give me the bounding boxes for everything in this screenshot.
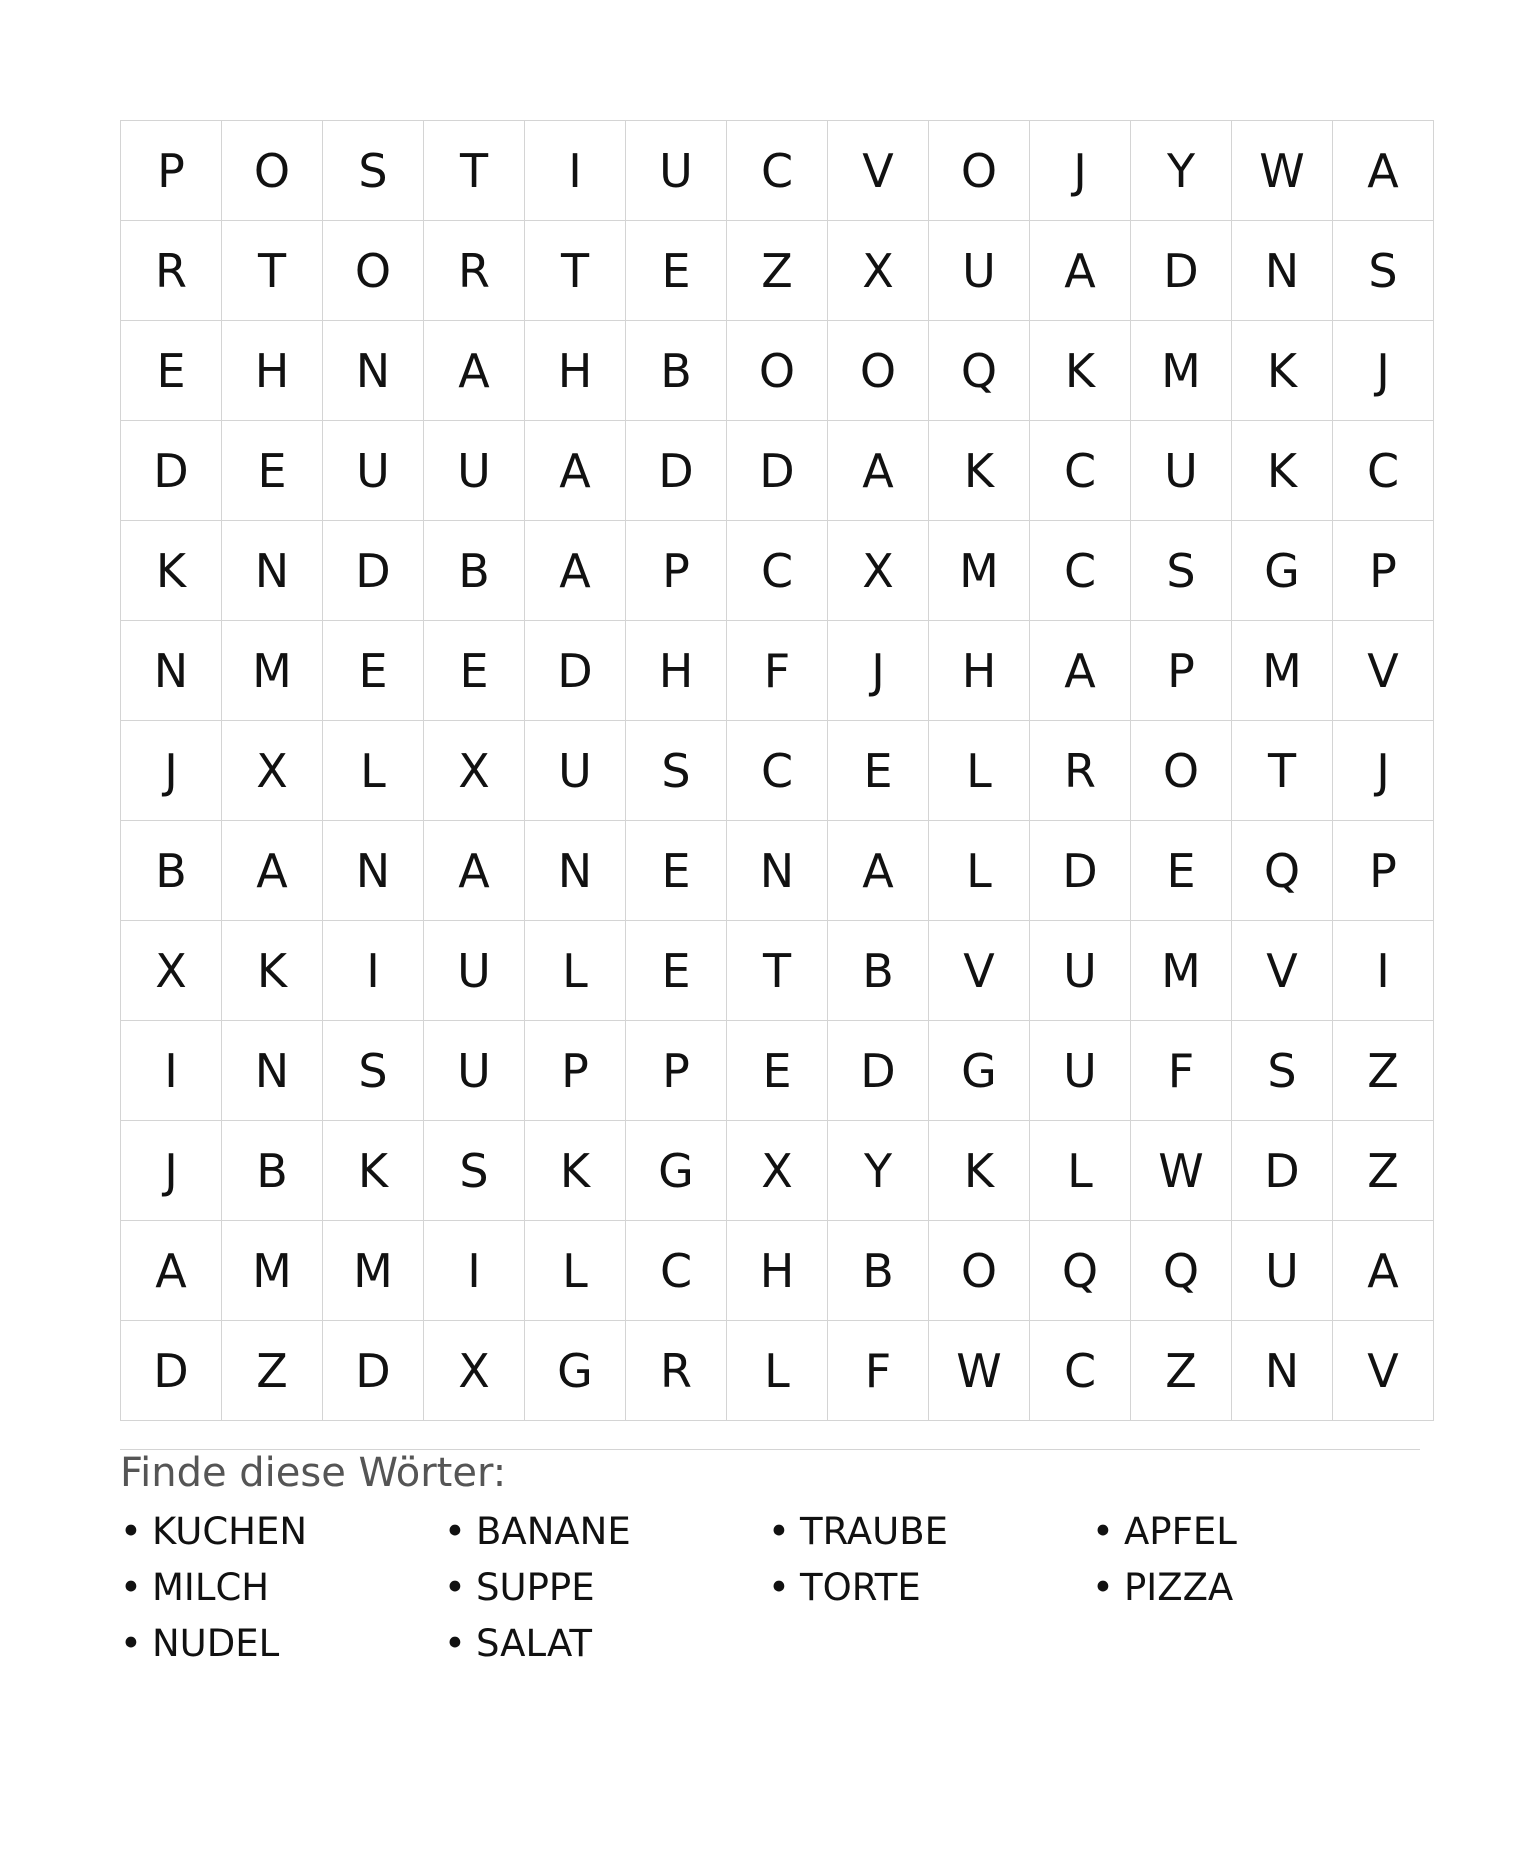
bullet-icon: • (444, 1510, 466, 1553)
grid-row (121, 1021, 1434, 1121)
grid-cell[interactable]: L (929, 721, 1030, 821)
grid-cell[interactable]: A (1030, 621, 1131, 721)
grid-cell[interactable]: C (727, 121, 828, 221)
grid-cell[interactable]: N (222, 1021, 323, 1121)
grid-cell[interactable]: O (222, 121, 323, 221)
grid-row (121, 1221, 1434, 1321)
grid-cell[interactable]: P (626, 521, 727, 621)
grid-cell[interactable]: J (1333, 721, 1434, 821)
grid-cell[interactable]: B (828, 1221, 929, 1321)
word-list-item (120, 1566, 444, 1622)
grid-cell[interactable]: M (222, 1221, 323, 1321)
grid-cell[interactable]: X (828, 521, 929, 621)
grid-cell[interactable]: G (626, 1121, 727, 1221)
grid-cell[interactable]: X (424, 721, 525, 821)
grid-cell[interactable]: T (727, 921, 828, 1021)
grid-cell[interactable]: X (727, 1121, 828, 1221)
grid-cell[interactable]: C (1333, 421, 1434, 521)
grid-cell[interactable]: B (626, 321, 727, 421)
grid-cell[interactable]: L (525, 921, 626, 1021)
grid-cell[interactable]: K (1232, 421, 1333, 521)
grid-cell[interactable]: I (121, 1021, 222, 1121)
grid-cell[interactable]: U (929, 221, 1030, 321)
word-list-item (444, 1566, 768, 1622)
grid-cell[interactable]: W (1131, 1121, 1232, 1221)
bullet-icon: • (1092, 1566, 1114, 1609)
grid-cell[interactable]: N (121, 621, 222, 721)
grid-cell[interactable]: N (323, 821, 424, 921)
grid-cell[interactable]: E (222, 421, 323, 521)
grid-cell[interactable]: T (525, 221, 626, 321)
grid-row (121, 821, 1434, 921)
grid-cell[interactable]: R (626, 1321, 727, 1421)
bullet-icon: • (444, 1622, 466, 1665)
grid-cell[interactable]: A (424, 821, 525, 921)
grid-cell[interactable]: I (525, 121, 626, 221)
grid-cell[interactable]: T (1232, 721, 1333, 821)
grid-cell[interactable]: Z (1333, 1021, 1434, 1121)
grid-cell[interactable]: D (121, 421, 222, 521)
word-list-item (1092, 1566, 1416, 1622)
grid-cell[interactable]: I (1333, 921, 1434, 1021)
word-list-word: KUCHEN (152, 1510, 308, 1553)
grid-cell[interactable]: J (121, 721, 222, 821)
word-list-item (444, 1622, 768, 1678)
grid-cell[interactable]: K (929, 1121, 1030, 1221)
grid-cell[interactable]: V (929, 921, 1030, 1021)
grid-cell[interactable]: D (1232, 1121, 1333, 1221)
grid-cell[interactable]: E (828, 721, 929, 821)
grid-row (121, 521, 1434, 621)
grid-row (121, 621, 1434, 721)
grid-cell[interactable]: D (1131, 221, 1232, 321)
grid-cell[interactable]: Q (1030, 1221, 1131, 1321)
grid-cell[interactable]: S (1232, 1021, 1333, 1121)
grid-cell[interactable]: A (121, 1221, 222, 1321)
grid-cell[interactable]: K (929, 421, 1030, 521)
bullet-icon: • (768, 1510, 790, 1553)
grid-cell[interactable]: C (626, 1221, 727, 1321)
grid-cell[interactable]: V (1333, 621, 1434, 721)
grid-cell[interactable]: U (1030, 921, 1131, 1021)
grid-cell[interactable]: M (323, 1221, 424, 1321)
word-list-item (120, 1510, 444, 1566)
grid-cell[interactable]: D (121, 1321, 222, 1421)
grid-cell[interactable]: Q (1232, 821, 1333, 921)
grid-cell[interactable]: G (929, 1021, 1030, 1121)
grid-cell[interactable]: U (525, 721, 626, 821)
grid-cell[interactable]: H (626, 621, 727, 721)
grid-cell[interactable]: S (1131, 521, 1232, 621)
grid-cell[interactable]: C (727, 721, 828, 821)
grid-cell[interactable]: P (626, 1021, 727, 1121)
grid-cell[interactable]: A (525, 421, 626, 521)
grid-cell[interactable]: V (1333, 1321, 1434, 1421)
grid-cell[interactable]: B (424, 521, 525, 621)
grid-cell[interactable]: X (222, 721, 323, 821)
word-list-word: TORTE (800, 1566, 921, 1609)
grid-cell[interactable]: K (121, 521, 222, 621)
bullet-icon: • (768, 1566, 790, 1609)
grid-cell[interactable]: D (525, 621, 626, 721)
grid-cell[interactable]: K (222, 921, 323, 1021)
grid-cell[interactable]: A (1333, 1221, 1434, 1321)
grid-cell[interactable]: E (626, 821, 727, 921)
grid-cell[interactable]: O (323, 221, 424, 321)
grid-cell[interactable]: F (828, 1321, 929, 1421)
grid-cell[interactable]: U (424, 921, 525, 1021)
grid-cell[interactable]: D (727, 421, 828, 521)
grid-cell[interactable]: O (929, 1221, 1030, 1321)
bullet-icon: • (120, 1566, 142, 1609)
grid-row (121, 121, 1434, 221)
grid-cell[interactable]: Z (1131, 1321, 1232, 1421)
grid-row (121, 1321, 1434, 1421)
grid-row (121, 321, 1434, 421)
grid-cell[interactable]: S (626, 721, 727, 821)
grid-cell[interactable]: R (1030, 721, 1131, 821)
grid-cell[interactable]: C (1030, 1321, 1131, 1421)
word-list-word: PIZZA (1124, 1566, 1234, 1609)
grid-row (121, 1121, 1434, 1221)
grid-cell[interactable]: R (121, 221, 222, 321)
word-list-item (768, 1566, 1092, 1622)
grid-cell[interactable]: M (1232, 621, 1333, 721)
grid-cell[interactable]: U (626, 121, 727, 221)
grid-cell[interactable]: O (929, 121, 1030, 221)
grid-cell[interactable]: V (1232, 921, 1333, 1021)
grid-cell[interactable]: U (424, 1021, 525, 1121)
grid-cell[interactable]: K (323, 1121, 424, 1221)
grid-cell[interactable]: C (727, 521, 828, 621)
grid-cell[interactable]: P (121, 121, 222, 221)
word-list-word: APFEL (1124, 1510, 1237, 1553)
grid-cell[interactable]: N (1232, 221, 1333, 321)
word-search-grid (120, 120, 1434, 1421)
grid-cell[interactable]: N (727, 821, 828, 921)
word-list-item (768, 1510, 1092, 1566)
grid-cell[interactable]: X (121, 921, 222, 1021)
grid-cell[interactable]: M (1131, 321, 1232, 421)
grid-cell[interactable]: A (828, 421, 929, 521)
grid-cell[interactable]: W (929, 1321, 1030, 1421)
word-list-heading: Finde diese Wörter: (120, 1450, 507, 1496)
grid-cell[interactable]: E (727, 1021, 828, 1121)
grid-cell[interactable]: H (727, 1221, 828, 1321)
grid-cell[interactable]: V (828, 121, 929, 221)
grid-cell[interactable]: D (323, 1321, 424, 1421)
word-list-item (444, 1510, 768, 1566)
grid-cell[interactable]: L (525, 1221, 626, 1321)
grid-cell[interactable]: M (929, 521, 1030, 621)
bullet-icon: • (120, 1510, 142, 1553)
grid-cell[interactable]: E (121, 321, 222, 421)
grid-cell[interactable]: A (525, 521, 626, 621)
grid-cell[interactable]: S (323, 1021, 424, 1121)
grid-cell[interactable]: P (525, 1021, 626, 1121)
grid-cell[interactable]: A (828, 821, 929, 921)
grid-cell[interactable]: U (1030, 1021, 1131, 1121)
grid-cell[interactable]: N (323, 321, 424, 421)
grid-cell[interactable]: Q (1131, 1221, 1232, 1321)
grid-cell[interactable]: Z (727, 221, 828, 321)
grid-cell[interactable]: B (121, 821, 222, 921)
grid-cell[interactable]: W (1232, 121, 1333, 221)
grid-cell[interactable]: L (929, 821, 1030, 921)
grid-cell[interactable]: Q (929, 321, 1030, 421)
grid-cell[interactable]: O (1131, 721, 1232, 821)
grid-cell[interactable]: K (1030, 321, 1131, 421)
grid-cell[interactable]: X (828, 221, 929, 321)
grid-cell[interactable]: U (1232, 1221, 1333, 1321)
grid-cell[interactable]: D (1030, 821, 1131, 921)
bullet-icon: • (120, 1622, 142, 1665)
grid-cell[interactable]: F (727, 621, 828, 721)
grid-cell[interactable]: K (525, 1121, 626, 1221)
grid-cell[interactable]: Z (1333, 1121, 1434, 1221)
grid-cell[interactable]: O (828, 321, 929, 421)
grid-cell[interactable]: A (222, 821, 323, 921)
grid-cell[interactable]: S (424, 1121, 525, 1221)
grid-cell[interactable]: T (222, 221, 323, 321)
grid-cell[interactable]: Z (222, 1321, 323, 1421)
grid-cell[interactable]: I (424, 1221, 525, 1321)
grid-cell[interactable]: G (525, 1321, 626, 1421)
grid-cell[interactable]: Y (828, 1121, 929, 1221)
grid-cell[interactable]: L (323, 721, 424, 821)
grid-cell[interactable]: M (222, 621, 323, 721)
grid-cell[interactable]: H (525, 321, 626, 421)
grid-cell[interactable]: B (828, 921, 929, 1021)
grid-cell[interactable]: A (1333, 121, 1434, 221)
grid-cell[interactable]: S (1333, 221, 1434, 321)
grid-row (121, 221, 1434, 321)
grid-cell[interactable]: Y (1131, 121, 1232, 221)
grid-cell[interactable]: T (424, 121, 525, 221)
word-list-item (1092, 1510, 1416, 1566)
grid-cell[interactable]: O (727, 321, 828, 421)
grid-cell[interactable]: J (121, 1121, 222, 1221)
grid-cell[interactable]: L (727, 1321, 828, 1421)
grid-cell[interactable]: D (828, 1021, 929, 1121)
grid-cell[interactable]: N (1232, 1321, 1333, 1421)
grid-row (121, 721, 1434, 821)
grid-cell[interactable]: H (929, 621, 1030, 721)
grid-row (121, 421, 1434, 521)
grid-cell[interactable]: H (222, 321, 323, 421)
grid-cell[interactable]: I (323, 921, 424, 1021)
word-list-word: TRAUBE (800, 1510, 948, 1553)
grid-cell[interactable]: B (222, 1121, 323, 1221)
grid-cell[interactable]: J (828, 621, 929, 721)
bullet-icon: • (444, 1566, 466, 1609)
word-list-word: SUPPE (476, 1566, 595, 1609)
grid-cell[interactable]: U (424, 421, 525, 521)
grid-cell[interactable]: N (525, 821, 626, 921)
grid-cell[interactable]: A (424, 321, 525, 421)
word-list-item (120, 1622, 444, 1678)
grid-cell[interactable]: E (626, 221, 727, 321)
grid-cell[interactable]: K (1232, 321, 1333, 421)
grid-cell[interactable]: E (626, 921, 727, 1021)
grid-cell[interactable]: U (1131, 421, 1232, 521)
grid-cell[interactable]: M (1131, 921, 1232, 1021)
word-list-word: BANANE (476, 1510, 631, 1553)
grid-cell[interactable]: A (1030, 221, 1131, 321)
grid-cell[interactable]: C (1030, 421, 1131, 521)
grid-row (121, 921, 1434, 1021)
grid-cell[interactable]: P (1131, 621, 1232, 721)
word-list-word: SALAT (476, 1622, 592, 1665)
grid-cell[interactable]: U (323, 421, 424, 521)
grid-cell[interactable]: P (1333, 821, 1434, 921)
grid-cell[interactable]: S (323, 121, 424, 221)
grid-cell[interactable]: E (424, 621, 525, 721)
grid-cell[interactable]: D (323, 521, 424, 621)
grid-cell[interactable]: C (1030, 521, 1131, 621)
grid-cell[interactable]: E (323, 621, 424, 721)
grid-cell[interactable]: L (1030, 1121, 1131, 1221)
word-list-word: MILCH (152, 1566, 270, 1609)
grid-cell[interactable]: P (1333, 521, 1434, 621)
grid-cell[interactable]: F (1131, 1021, 1232, 1121)
grid-cell[interactable]: E (1131, 821, 1232, 921)
grid-cell[interactable]: D (626, 421, 727, 521)
grid-cell[interactable]: J (1333, 321, 1434, 421)
grid-cell[interactable]: N (222, 521, 323, 621)
grid-cell[interactable]: R (424, 221, 525, 321)
grid-cell[interactable]: G (1232, 521, 1333, 621)
grid-cell[interactable]: X (424, 1321, 525, 1421)
word-list (120, 1510, 1420, 1678)
word-list-word: NUDEL (152, 1622, 280, 1665)
bullet-icon: • (1092, 1510, 1114, 1553)
grid-cell[interactable]: J (1030, 121, 1131, 221)
